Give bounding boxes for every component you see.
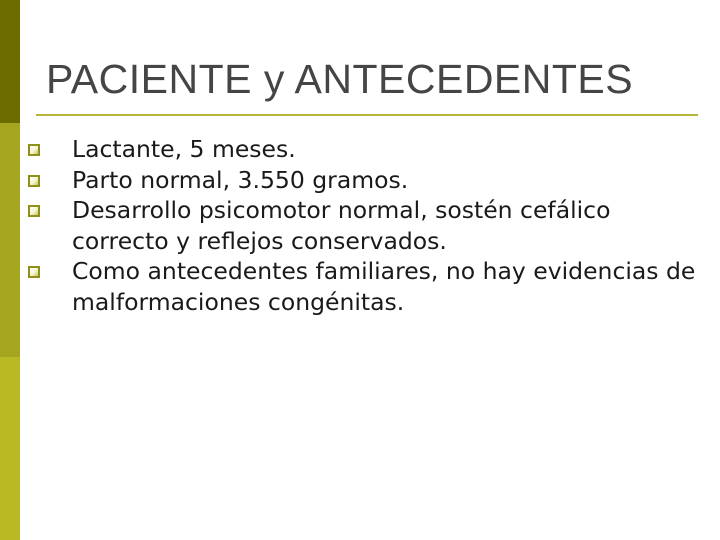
sidebar-band-mid [0, 123, 20, 357]
title-divider [36, 114, 698, 116]
slide-title: PACIENTE y ANTECEDENTES [46, 56, 634, 102]
bullet-text: Como antecedentes familiares, no hay evidencias de malformaciones congénitas. [72, 257, 696, 316]
bullet-item [28, 165, 708, 196]
bullet-text: Desarrollo psicomotor normal, sostén cefálico correcto y reflejos conservados. [72, 196, 611, 255]
bullet-text: Lactante, 5 meses. [72, 135, 296, 163]
bullet-item [28, 195, 708, 256]
square-bullet-icon [28, 175, 40, 187]
square-bullet-icon [28, 266, 40, 278]
square-bullet-icon [28, 144, 40, 156]
square-bullet-icon [28, 205, 40, 217]
bullet-text: Parto normal, 3.550 gramos. [72, 165, 409, 194]
bullet-item [28, 256, 708, 317]
bullet-item [28, 134, 708, 165]
sidebar-band-dark [0, 0, 20, 123]
sidebar-band-light [0, 357, 20, 540]
bullet-list [28, 134, 708, 317]
